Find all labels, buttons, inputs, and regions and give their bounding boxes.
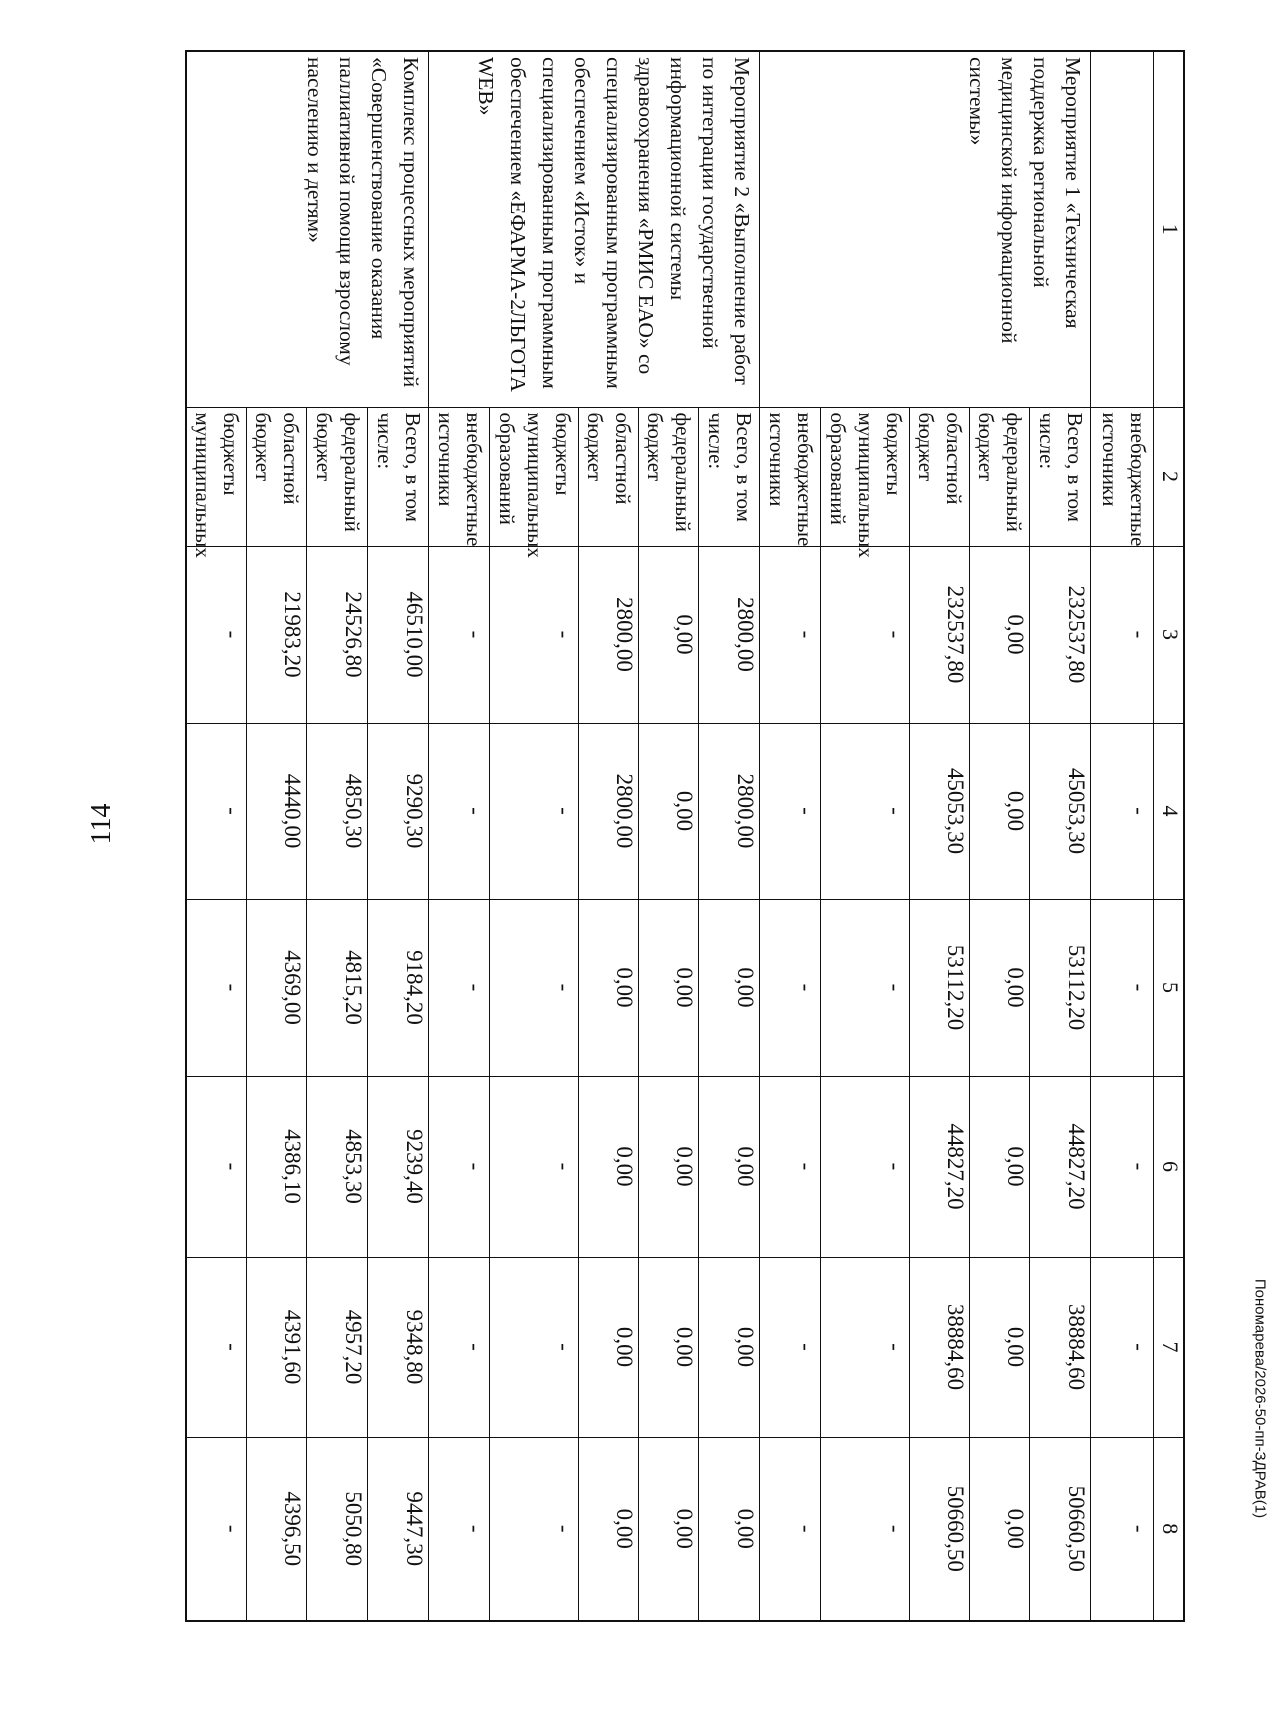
amount-cell: - [1091, 723, 1154, 899]
table-row [1091, 51, 1154, 1621]
amount-cell: - [489, 546, 578, 723]
amount-cell: - [428, 1437, 489, 1621]
amount-cell: - [1091, 1257, 1154, 1437]
amount-cell: 0,00 [638, 723, 698, 899]
amount-cell: - [186, 1076, 247, 1257]
amount-cell: 45053,30 [1030, 723, 1091, 899]
amount-cell: - [821, 1437, 910, 1621]
amount-cell: 9239,40 [367, 1076, 428, 1257]
amount-cell: - [821, 723, 910, 899]
amount-cell: 0,00 [578, 899, 638, 1076]
amount-cell: 0,00 [638, 1437, 698, 1621]
amount-cell: - [759, 899, 820, 1076]
amount-cell: 0,00 [969, 1437, 1029, 1621]
amount-cell: - [489, 1257, 578, 1437]
amount-cell: - [489, 899, 578, 1076]
amount-cell: 9348,80 [367, 1257, 428, 1437]
amount-cell: - [489, 1437, 578, 1621]
table-row [1030, 51, 1091, 1621]
column-header-cell: 1 [1154, 51, 1184, 407]
amount-cell: - [821, 1076, 910, 1257]
funding-source-cell: бюджеты муниципальных образований [489, 407, 578, 546]
amount-cell: - [428, 1257, 489, 1437]
amount-cell: 46510,00 [367, 546, 428, 723]
amount-cell: - [821, 899, 910, 1076]
measure-description-cell [1091, 51, 1154, 407]
footer-doc-id: Пономарева/2026-50-пп-ЗДРАВ(1) [1251, 1278, 1269, 1519]
amount-cell: - [821, 546, 910, 723]
amount-cell: 4440,00 [247, 723, 307, 899]
amount-cell: 53112,20 [1030, 899, 1091, 1076]
column-header-cell: 3 [1154, 546, 1184, 723]
column-header-cell: 7 [1154, 1257, 1184, 1437]
table-row [367, 51, 428, 1621]
amount-cell: 9184,20 [367, 899, 428, 1076]
funding-source-cell: федеральный бюджет [969, 407, 1029, 546]
amount-cell: 24526,80 [307, 546, 367, 723]
rotated-page [185, 50, 1185, 1620]
amount-cell: 4957,20 [307, 1257, 367, 1437]
page-number: 114 [86, 803, 117, 845]
amount-cell: 0,00 [969, 899, 1029, 1076]
amount-cell: - [428, 899, 489, 1076]
amount-cell: - [1091, 899, 1154, 1076]
funding-source-cell: федеральный бюджет [307, 407, 367, 546]
amount-cell: 0,00 [638, 546, 698, 723]
amount-cell: 21983,20 [247, 546, 307, 723]
amount-cell: 0,00 [578, 1076, 638, 1257]
amount-cell: 9447,30 [367, 1437, 428, 1621]
amount-cell: 2800,00 [698, 723, 759, 899]
amount-cell: 2800,00 [578, 723, 638, 899]
amount-cell: 4853,30 [307, 1076, 367, 1257]
amount-cell: - [759, 1257, 820, 1437]
column-header-cell: 5 [1154, 899, 1184, 1076]
amount-cell: - [1091, 1437, 1154, 1621]
amount-cell: 0,00 [698, 1076, 759, 1257]
budget-table [185, 50, 1185, 1622]
amount-cell: 45053,30 [909, 723, 969, 899]
amount-cell: 0,00 [969, 1257, 1029, 1437]
amount-cell: - [1091, 1076, 1154, 1257]
funding-source-cell: внебюджетные источники [428, 407, 489, 546]
measure-description-cell: Комплекс процессных мероприятий «Совершенствование оказания паллиативной помощи взрослому населению и детям» [186, 51, 428, 407]
amount-cell: 0,00 [698, 899, 759, 1076]
funding-source-cell: областной бюджет [909, 407, 969, 546]
amount-cell: - [428, 723, 489, 899]
amount-cell: 38884,60 [909, 1257, 969, 1437]
amount-cell: 0,00 [969, 1076, 1029, 1257]
amount-cell: 2800,00 [578, 546, 638, 723]
measure-description-cell: Мероприятие 1 «Техническая поддержка региональной медицинской информационной системы» [759, 51, 1090, 407]
funding-source-cell: областной бюджет [247, 407, 307, 546]
funding-source-cell: бюджеты муниципальных образований [821, 407, 910, 546]
amount-cell: 9290,30 [367, 723, 428, 899]
column-header-cell: 8 [1154, 1437, 1184, 1621]
amount-cell: - [759, 546, 820, 723]
amount-cell: 38884,60 [1030, 1257, 1091, 1437]
amount-cell: - [428, 546, 489, 723]
amount-cell: - [428, 1076, 489, 1257]
measure-description-cell: Мероприятие 2 «Выполнение работ по интеграции государственной информационной системы здравоохранения «РМИС ЕАО» со специализированным программным обеспечением «Исток» и специализированным программным обеспечением «ЕФАРМА-2ЛЬГОТА WEB» [428, 51, 759, 407]
amount-cell: 44827,20 [909, 1076, 969, 1257]
funding-source-cell: Всего, в том числе: [698, 407, 759, 546]
amount-cell: 4386,10 [247, 1076, 307, 1257]
amount-cell: 0,00 [698, 1257, 759, 1437]
amount-cell: 0,00 [638, 1257, 698, 1437]
amount-cell: 0,00 [638, 1076, 698, 1257]
amount-cell: 50660,50 [1030, 1437, 1091, 1621]
amount-cell: 4815,20 [307, 899, 367, 1076]
amount-cell: 4396,50 [247, 1437, 307, 1621]
column-header-row [1154, 51, 1184, 1621]
funding-source-cell: областной бюджет [578, 407, 638, 546]
funding-source-cell: бюджеты муниципальных [186, 407, 247, 546]
amount-cell: 44827,20 [1030, 1076, 1091, 1257]
amount-cell: - [759, 1076, 820, 1257]
amount-cell: 0,00 [578, 1437, 638, 1621]
amount-cell: 4391,60 [247, 1257, 307, 1437]
amount-cell: - [821, 1257, 910, 1437]
amount-cell: - [186, 1437, 247, 1621]
amount-cell: 53112,20 [909, 899, 969, 1076]
column-header-cell: 6 [1154, 1076, 1184, 1257]
funding-source-cell: внебюджетные источники [759, 407, 820, 546]
column-header-cell: 4 [1154, 723, 1184, 899]
amount-cell: 4369,00 [247, 899, 307, 1076]
amount-cell: 232537,80 [909, 546, 969, 723]
amount-cell: 0,00 [969, 546, 1029, 723]
amount-cell: - [489, 1076, 578, 1257]
amount-cell: 5050,80 [307, 1437, 367, 1621]
amount-cell: - [759, 723, 820, 899]
amount-cell: 2800,00 [698, 546, 759, 723]
amount-cell: 0,00 [638, 899, 698, 1076]
amount-cell: - [759, 1437, 820, 1621]
amount-cell: - [1091, 546, 1154, 723]
amount-cell: - [186, 723, 247, 899]
amount-cell: 4850,30 [307, 723, 367, 899]
funding-source-cell: федеральный бюджет [638, 407, 698, 546]
amount-cell: - [186, 1257, 247, 1437]
amount-cell: 0,00 [578, 1257, 638, 1437]
amount-cell: - [186, 546, 247, 723]
funding-source-cell: Всего, в том числе: [367, 407, 428, 546]
amount-cell: 232537,80 [1030, 546, 1091, 723]
funding-source-cell: Всего, в том числе: [1030, 407, 1091, 546]
amount-cell: 0,00 [969, 723, 1029, 899]
amount-cell: - [186, 899, 247, 1076]
funding-source-cell: внебюджетные источники [1091, 407, 1154, 546]
column-header-cell: 2 [1154, 407, 1184, 546]
amount-cell: 50660,50 [909, 1437, 969, 1621]
table-row [698, 51, 759, 1621]
amount-cell: 0,00 [698, 1437, 759, 1621]
amount-cell: - [489, 723, 578, 899]
